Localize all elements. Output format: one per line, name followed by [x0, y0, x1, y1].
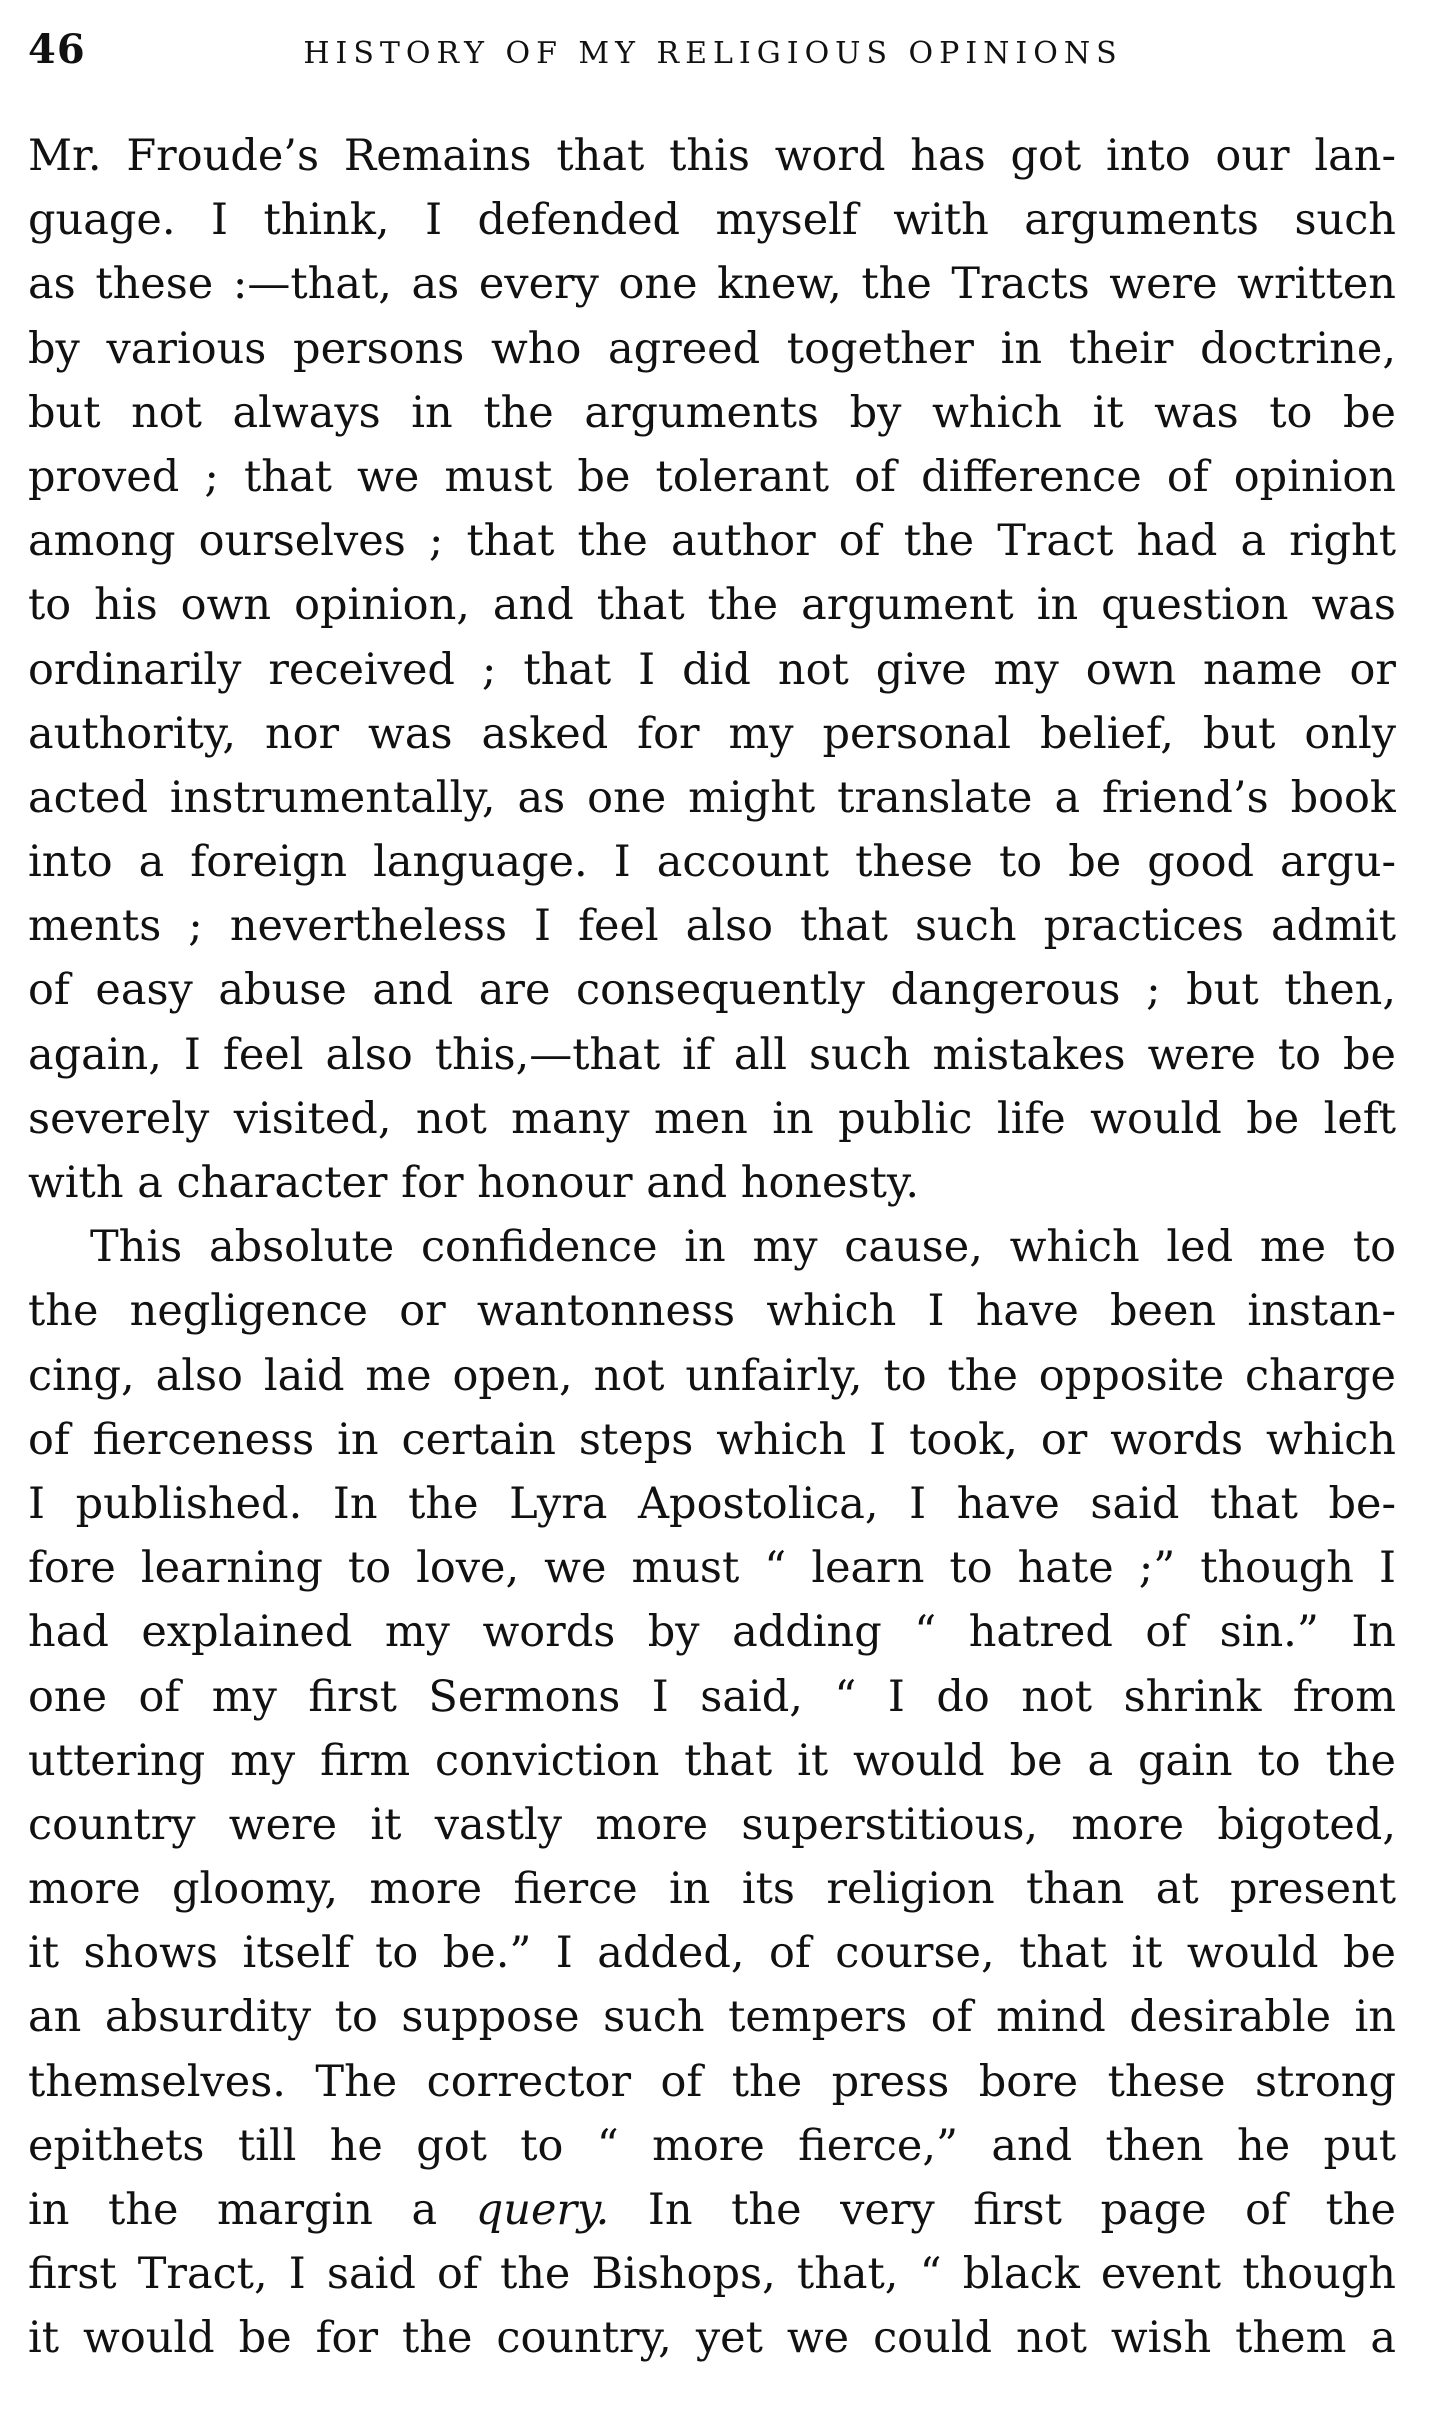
text-line: had explained my words by adding “ hatred of sin.” In: [28, 1607, 1396, 1658]
text-line: severely visited, not many men in public life would be left: [28, 1093, 1396, 1144]
text-line: country were it vastly more superstitious, more bigoted,: [28, 1799, 1396, 1850]
text-line: fore learning to love, we must “ learn to hate ;” though I: [28, 1543, 1396, 1594]
text-line: ments ; nevertheless I feel also that such practices admit: [28, 901, 1396, 952]
text-line: Mr. Froude’s Remains that this word has got into our lan-: [28, 131, 1396, 181]
text-line: cing, also laid me open, not unfairly, to the opposite charge: [28, 1350, 1396, 1401]
text-line: proved ; that we must be tolerant of difference of opinion: [28, 451, 1396, 502]
text-line: among ourselves ; that the author of the Tract had a right: [28, 516, 1396, 567]
text-line: This absolute confidence in my cause, which led me to: [90, 1222, 1396, 1273]
text-line: I published. In the Lyra Apostolica, I have said that be-: [28, 1478, 1396, 1529]
text-line: guage. I think, I defended myself with arguments such: [28, 195, 1396, 246]
text-line: an absurdity to suppose such tempers of mind desirable in: [28, 1992, 1396, 2043]
text-line: one of my first Sermons I said, “ I do not shrink from: [28, 1671, 1396, 1722]
text-line: authority, nor was asked for my personal belief, but only: [28, 708, 1396, 759]
text-segment: in the margin a: [28, 2185, 476, 2235]
text-line: more gloomy, more fierce in its religion than at present: [28, 1864, 1396, 1915]
text-line: to his own opinion, and that the argument in question was: [28, 580, 1396, 631]
page-number: 46: [28, 26, 86, 73]
text-line: it shows itself to be.” I added, of course, that it would be: [28, 1928, 1396, 1979]
italic-word-query: query.: [475, 2185, 610, 2235]
text-line: the negligence or wantonness which I have been instan-: [28, 1286, 1396, 1337]
text-line: epithets till he got to “ more fierce,” and then he put: [28, 2120, 1396, 2171]
text-line: first Tract, I said of the Bishops, that, “ black event though: [28, 2249, 1396, 2300]
text-line: of fierceness in certain steps which I took, or words which: [28, 1414, 1396, 1465]
text-line: again, I feel also this,—that if all such mistakes were to be: [28, 1029, 1396, 1080]
text-line: with a character for honour and honesty.: [28, 1158, 920, 1208]
running-head: [28, 26, 1398, 86]
text-line: as these :—that, as every one knew, the Tracts were written: [28, 259, 1396, 310]
text-line: into a foreign language. I account these to be good argu-: [28, 837, 1396, 888]
text-line: uttering my firm conviction that it would be a gain to the: [28, 1735, 1396, 1786]
text-segment: In the very first page of the: [609, 2185, 1396, 2235]
text-line: by various persons who agreed together in their doctrine,: [28, 323, 1396, 374]
running-title: HISTORY OF MY RELIGIOUS OPINIONS: [303, 36, 1123, 71]
body-text: [28, 124, 1396, 2371]
text-line: it would be for the country, yet we could not wish them a: [28, 2313, 1396, 2364]
text-line-with-italic: [28, 2178, 1396, 2242]
text-line: themselves. The corrector of the press bore these strong: [28, 2056, 1396, 2107]
text-line: but not always in the arguments by which it was to be: [28, 387, 1396, 438]
text-line: of easy abuse and are consequently dangerous ; but then,: [28, 965, 1396, 1016]
text-line: ordinarily received ; that I did not give my own name or: [28, 644, 1396, 695]
text-line: acted instrumentally, as one might translate a friend’s book: [28, 772, 1396, 823]
